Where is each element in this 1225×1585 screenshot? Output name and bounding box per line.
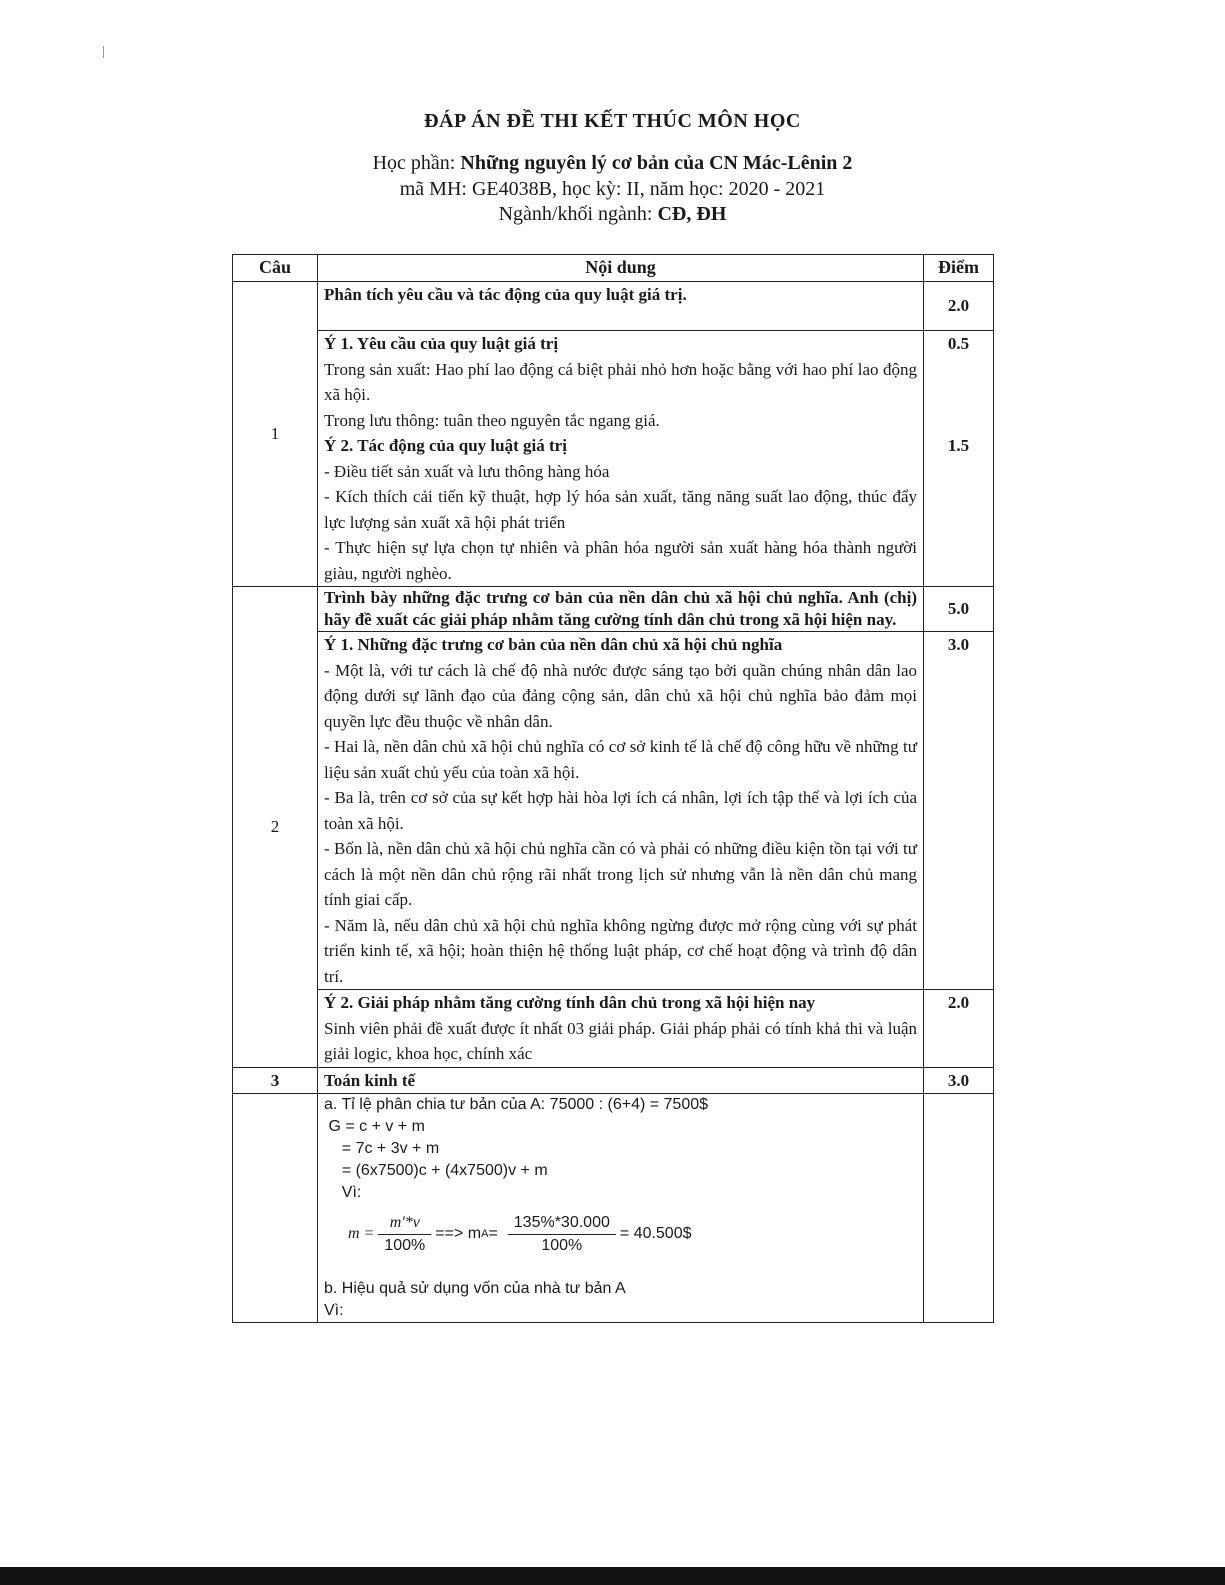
- q2-topic: Trình bày những đặc trưng cơ bản của nền dân chủ xã hội chủ nghĩa. Anh (chị) hãy đề xuất các giải pháp nhằm tăng cường tính dân chủ trong xã hội hiện nay.: [324, 588, 917, 629]
- q2-y1-points: 3.0: [924, 632, 994, 990]
- q2-number: 2: [233, 587, 318, 1068]
- q3-body: [318, 1094, 924, 1323]
- q3-a-line: = 7c + 3v + m: [324, 1140, 440, 1157]
- eq-sign: =: [488, 1225, 498, 1242]
- eq-fraction-2: [508, 1212, 616, 1257]
- eq-result: = 40.500$: [619, 1225, 692, 1242]
- q2-y1-title: Ý 1. Những đặc trưng cơ bản của nền dân chủ xã hội chủ nghĩa: [324, 635, 783, 654]
- q1-topic-row: [233, 282, 994, 331]
- q2-topic-cell: [318, 587, 924, 632]
- q3-a-line: = (6x7500)c + (4x7500)v + m: [324, 1162, 548, 1179]
- q3-number: 3: [233, 1067, 318, 1094]
- q1-points-col: [924, 331, 994, 587]
- q2-y2-points: 2.0: [924, 990, 994, 1068]
- q2-topic-row: [233, 587, 994, 632]
- q1-y2-title: Ý 2. Tác động của quy luật giá trị: [324, 436, 567, 455]
- q3-a-line: G = c + v + m: [324, 1118, 425, 1135]
- q2-y1-body: [318, 632, 924, 990]
- q3-topic-points: 3.0: [924, 1067, 994, 1094]
- q3-a-line: a. Tỉ lệ phân chia tư bản của A: 75000 : (6+4) = 7500$: [324, 1096, 709, 1113]
- q1-y2-line: - Điều tiết sản xuất và lưu thông hàng hóa: [324, 461, 610, 481]
- table-header-row: [233, 255, 994, 282]
- page-title: ĐÁP ÁN ĐỀ THI KẾT THÚC MÔN HỌC: [424, 110, 801, 132]
- eq-frac2-den: 100%: [541, 1236, 583, 1254]
- eq-frac2-num: 135%*30.000: [508, 1212, 616, 1235]
- eq-fraction-1: [378, 1212, 431, 1257]
- q1-topic-points: 2.0: [924, 282, 994, 331]
- q3-b-line: b. Hiệu quả sử dụng vốn của nhà tư bản A: [324, 1280, 626, 1297]
- q2-y1-line: - Bốn là, nền dân chủ xã hội chủ nghĩa cần có và phải có những điều kiện tồn tại với tư cách là một nền dân chủ rộng rãi nhất trong lịch sử nhưng vẫn là nền dân chủ mang tính giai cấp.: [324, 839, 917, 909]
- q3-topic: Toán kinh tế: [324, 1070, 416, 1090]
- eq-frac1-den: 100%: [384, 1236, 426, 1254]
- q1-number: 1: [233, 282, 318, 587]
- q2-y1-line: - Năm là, nếu dân chủ xã hội chủ nghĩa không ngừng được mở rộng cùng với sự phát triển kinh tế, xã hội; hoàn thiện hệ thống luật pháp, cơ chế hoạt động và trình độ dân trí.: [324, 915, 917, 986]
- header-noi-dung: Nội dung: [318, 255, 924, 282]
- q1-body-row: [233, 331, 994, 587]
- eq-arrow: ==> m: [435, 1225, 482, 1242]
- header-diem: Điểm: [924, 255, 994, 282]
- major-line: [0, 203, 1225, 226]
- q1-topic-cell: [318, 282, 924, 331]
- course-label: Học phần:: [372, 152, 461, 174]
- answer-table: [232, 254, 994, 1323]
- scan-artifact: [103, 46, 104, 58]
- q1-topic: Phân tích yêu cầu và tác động của quy luật giá trị.: [324, 285, 687, 304]
- q2-y2-line: Sinh viên phải đề xuất được ít nhất 03 giải pháp. Giải pháp phải có tính khả thi và luận giải logic, khoa học, chính xác: [324, 1018, 917, 1063]
- q1-y1-points: 0.5: [947, 334, 970, 353]
- eq-frac1-num: m'*v: [378, 1212, 431, 1235]
- q3-topic-row: [233, 1067, 994, 1094]
- q2-y1-line: - Hai là, nền dân chủ xã hội chủ nghĩa có cơ sở kinh tế là chế độ công hữu về những tư liệu sản xuất chủ yếu của toàn xã hội.: [324, 737, 917, 782]
- header-cau: Câu: [233, 255, 318, 282]
- q2-y1-line: - Ba là, trên cơ sở của sự kết hợp hài hòa lợi ích cá nhân, lợi ích tập thể và lợi ích của toàn xã hội.: [324, 788, 917, 833]
- code-line: mã MH: GE4038B, học kỳ: II, năm học: 2020 - 2021: [399, 178, 826, 200]
- eq-sub: A: [481, 1228, 489, 1240]
- q3-body-row: [233, 1094, 994, 1323]
- major-value: CĐ, ĐH: [657, 203, 727, 225]
- q3-a-line: Vì:: [324, 1184, 362, 1201]
- q2-y2-body: [318, 990, 924, 1068]
- major-label: Ngành/khối ngành:: [498, 203, 658, 225]
- q3-b-line: Vì:: [324, 1302, 344, 1319]
- q1-y1-title: Ý 1. Yêu cầu của quy luật giá trị: [324, 334, 559, 353]
- q1-y1-line: Trong sản xuất: Hao phí lao động cá biệt phải nhỏ hơn hoặc bằng với hao phí lao động xã hội.: [324, 359, 917, 404]
- q2-y2-row: [233, 990, 994, 1068]
- q1-y2-line: - Thực hiện sự lựa chọn tự nhiên và phân hóa người sản xuất hàng hóa thành người giàu, người nghèo.: [324, 538, 917, 583]
- q2-y2-title: Ý 2. Giải pháp nhằm tăng cường tính dân chủ trong xã hội hiện nay: [324, 993, 816, 1012]
- q1-y2-line: - Kích thích cải tiến kỹ thuật, hợp lý hóa sản xuất, tăng năng suất lao động, thúc đẩy lực lượng sản xuất xã hội phát triển: [324, 487, 917, 532]
- q2-y1-line: - Một là, với tư cách là chế độ nhà nước được sáng tạo bởi quần chúng nhân dân lao động dưới sự lãnh đạo của đảng cộng sản, dân chủ xã hội chủ nghĩa bảo đảm mọi quyền lực đều thuộc về nhân dân.: [324, 660, 917, 731]
- q3-equation: [324, 1204, 917, 1264]
- eq-lhs: m =: [348, 1225, 375, 1242]
- q3-empty-points: [924, 1094, 994, 1323]
- q1-y1-line: Trong lưu thông: tuân theo nguyên tắc ngang giá.: [324, 410, 660, 430]
- course-name: Những nguyên lý cơ bản của CN Mác-Lênin 2: [460, 152, 853, 174]
- q2-topic-points: 5.0: [924, 587, 994, 632]
- scan-bottom-edge: [0, 1567, 1225, 1585]
- q1-body: [318, 331, 924, 587]
- q1-y2-points: 1.5: [947, 436, 970, 455]
- q3-empty-num: [233, 1094, 318, 1323]
- q2-y1-row: [233, 632, 994, 990]
- course-line: [0, 152, 1225, 175]
- q3-topic-cell: [318, 1067, 924, 1094]
